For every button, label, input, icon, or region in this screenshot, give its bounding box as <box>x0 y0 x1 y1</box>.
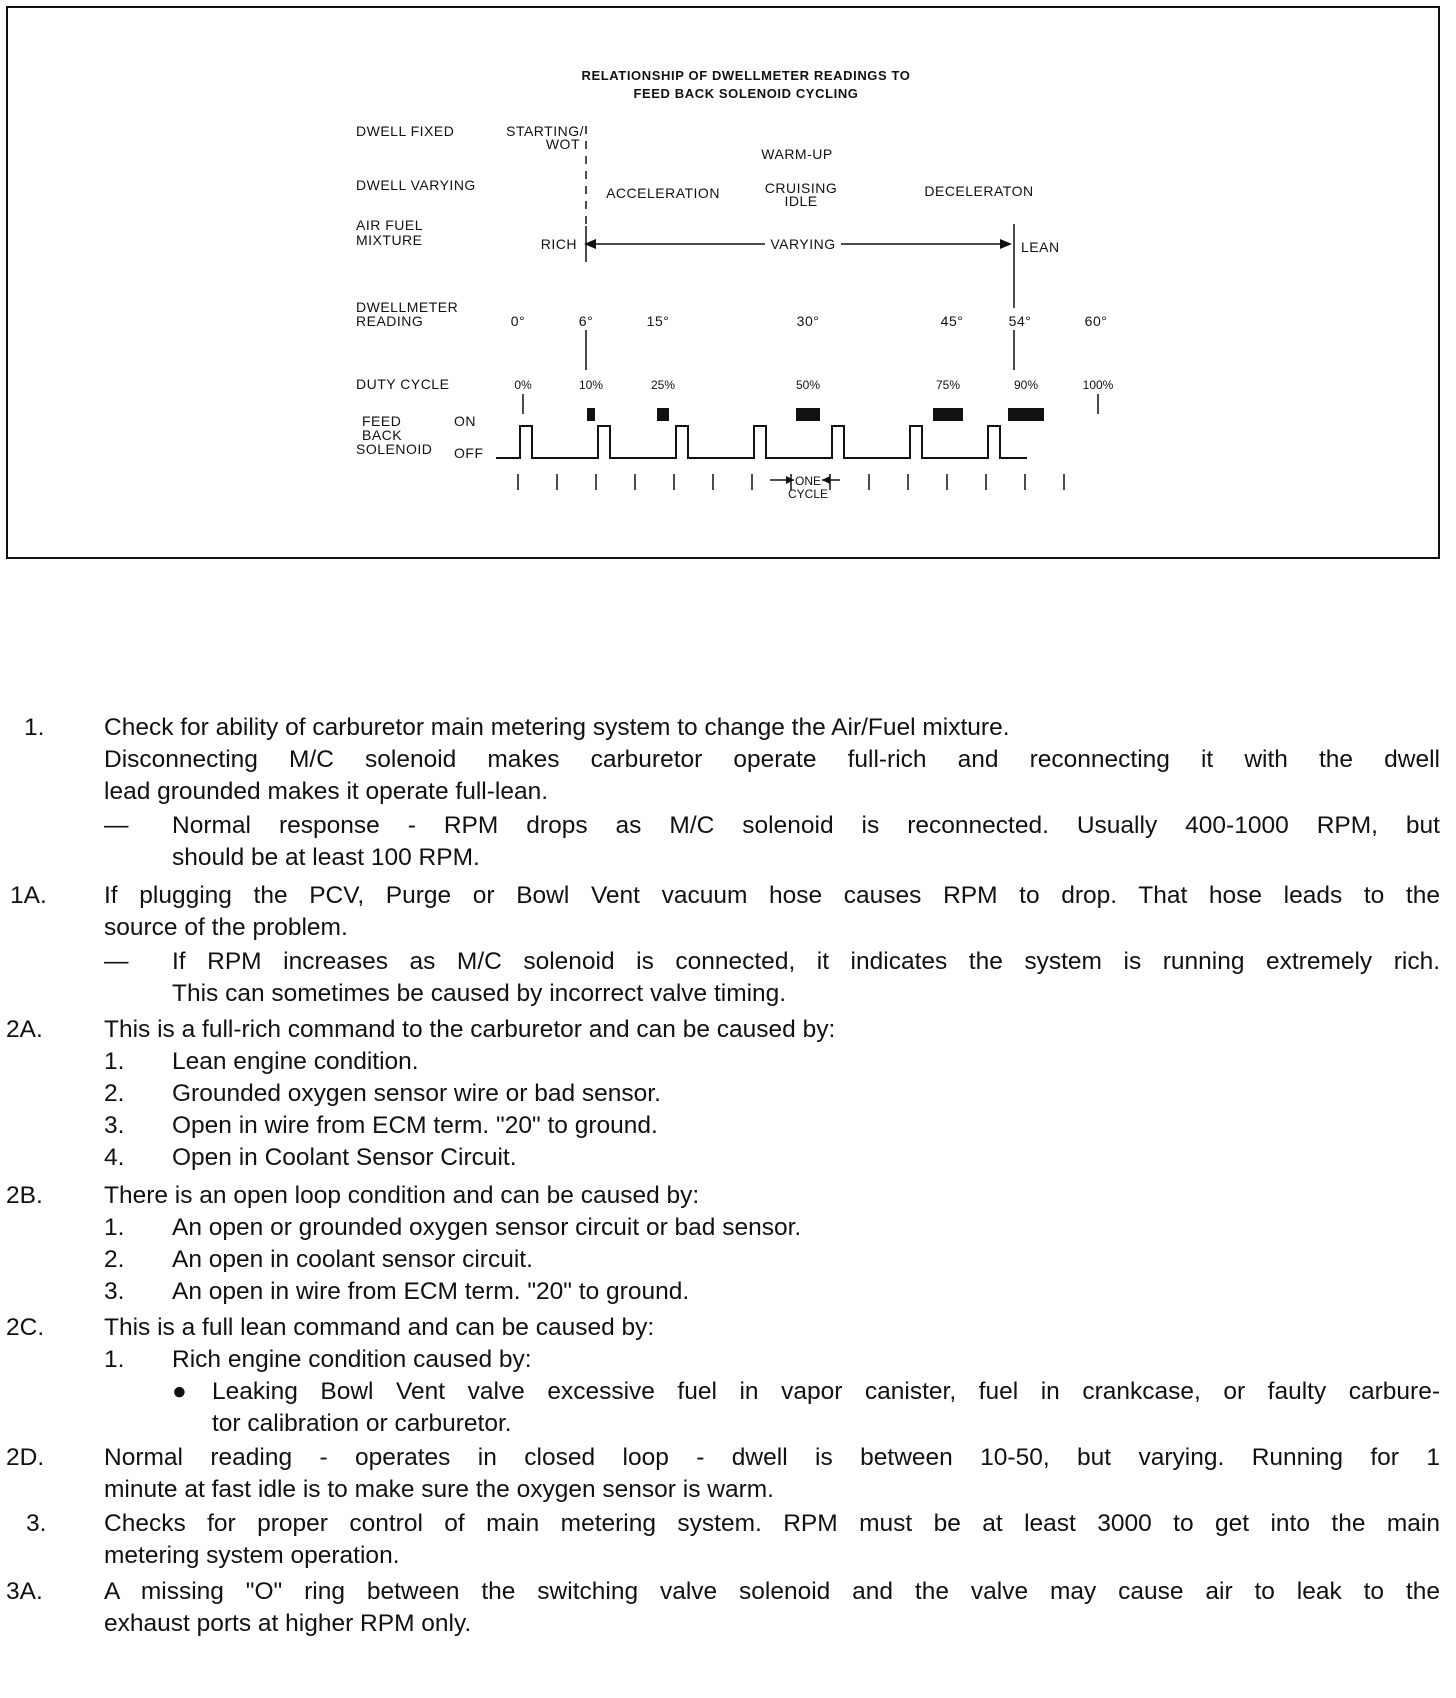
mode-idle: IDLE <box>784 193 818 209</box>
note-text: lead grounded makes it operate full-lean. <box>104 778 549 805</box>
mixture-rich: RICH <box>540 236 577 252</box>
waveform-trace <box>496 426 1027 458</box>
duty-cycle-value: 100% <box>1082 378 1114 392</box>
note-number: 1. <box>104 1346 125 1373</box>
note-text: If plugging the PCV, Purge or Bowl Vent vacuum hose causes RPM to drop. That hose leads to the <box>104 882 1440 909</box>
dwell-reading-value: 15° <box>646 313 670 329</box>
dwell-readings <box>511 313 1108 329</box>
note-text: tor calibration or carburetor. <box>212 1410 512 1437</box>
one-cycle-label-2: CYCLE <box>787 487 829 501</box>
duty-cycle-value: 25% <box>650 378 676 392</box>
note-text: An open in coolant sensor circuit. <box>172 1246 533 1273</box>
duty-marker <box>796 408 820 421</box>
one-cycle-label-1: ONE <box>794 474 822 488</box>
note-text: Normal response - RPM drops as M/C solenoid is reconnected. Usually 400-1000 RPM, but <box>172 812 1440 839</box>
label-solenoid: SOLENOID <box>356 441 433 457</box>
note-text: Checks for proper control of main metering system. RPM must be at least 3000 to get into the main <box>104 1510 1440 1537</box>
note-number: 1. <box>104 1214 125 1241</box>
note-number: 4. <box>104 1144 125 1171</box>
note-text: Disconnecting M/C solenoid makes carburetor operate full-rich and reconnecting it with the dwell <box>104 746 1440 773</box>
note-number: 2B. <box>6 1182 43 1209</box>
note-number: 3. <box>104 1112 125 1139</box>
note-text: Check for ability of carburetor main metering system to change the Air/Fuel mixture. <box>104 714 1010 741</box>
note-text: metering system operation. <box>104 1542 400 1569</box>
dwell-reading-value: 30° <box>796 313 820 329</box>
one-cycle-arrowhead-right <box>822 476 830 484</box>
mode-acceleration: ACCELERATION <box>606 185 720 201</box>
diagram-title-line1: RELATIONSHIP OF DWELLMETER READINGS TO <box>581 68 911 83</box>
mixture-varying: VARYING <box>770 236 836 252</box>
duty-cycle-value: 90% <box>1013 378 1039 392</box>
note-text: exhaust ports at higher RPM only. <box>104 1610 472 1637</box>
diagram-frame <box>6 6 1440 559</box>
mode-cruising: CRUISING <box>764 180 838 196</box>
note-number: — <box>104 812 129 839</box>
dwell-reading-value: 45° <box>940 313 964 329</box>
label-off: OFF <box>454 445 484 461</box>
label-back: BACK <box>362 427 403 443</box>
dwell-reading-value: 54° <box>1008 313 1032 329</box>
label-duty-cycle: DUTY CYCLE <box>356 376 450 392</box>
note-text: Rich engine condition caused by: <box>172 1346 532 1373</box>
one-cycle-arrowhead-left <box>786 476 794 484</box>
mode-warm-up: WARM-UP <box>761 146 833 162</box>
dwell-reading-value: 6° <box>578 313 594 329</box>
note-text: There is an open loop condition and can be caused by: <box>104 1182 700 1209</box>
dwell-reading-value: 0° <box>510 313 526 329</box>
note-text: Grounded oxygen sensor wire or bad sensor. <box>172 1080 661 1107</box>
note-number: 2. <box>104 1246 125 1273</box>
label-dwell-fixed: DWELL FIXED <box>356 123 455 139</box>
dwell-reading-value: 60° <box>1084 313 1108 329</box>
note-text: If RPM increases as M/C solenoid is connected, it indicates the system is running extremely rich. <box>172 948 1440 975</box>
arrowhead-right <box>1000 239 1012 249</box>
label-on: ON <box>454 413 476 429</box>
duty-marker <box>933 408 963 421</box>
note-number: 2A. <box>6 1016 43 1043</box>
note-text: An open in wire from ECM term. "20" to ground. <box>172 1278 690 1305</box>
note-number: 1. <box>104 1048 125 1075</box>
note-text: An open or grounded oxygen sensor circuit or bad sensor. <box>172 1214 802 1241</box>
label-dwellmeter: DWELLMETER <box>356 299 459 315</box>
note-number: 3. <box>26 1510 47 1537</box>
note-number: ● <box>172 1378 187 1405</box>
note-text: Open in Coolant Sensor Circuit. <box>172 1144 517 1171</box>
label-air-fuel: AIR FUEL <box>356 217 424 233</box>
label-feed: FEED <box>362 413 402 429</box>
duty-marker <box>657 408 669 421</box>
note-number: 2. <box>104 1080 125 1107</box>
mode-starting: STARTING/ <box>506 123 584 139</box>
diagram-title-line2: FEED BACK SOLENOID CYCLING <box>633 86 859 101</box>
note-number: 1A. <box>10 882 47 909</box>
mode-deceleration: DECELERATON <box>924 183 1034 199</box>
label-reading: READING <box>356 313 424 329</box>
label-mixture: MIXTURE <box>356 232 423 248</box>
mode-wot: WOT <box>545 136 580 152</box>
duty-cycle-value: 10% <box>578 378 604 392</box>
note-number: 3A. <box>6 1578 43 1605</box>
note-text: minute at fast idle is to make sure the oxygen sensor is warm. <box>104 1476 774 1503</box>
duty-marker <box>1008 408 1044 421</box>
note-text: source of the problem. <box>104 914 348 941</box>
dwellmeter-diagram <box>8 8 1442 561</box>
note-number: 1. <box>24 714 45 741</box>
note-text: This is a full lean command and can be caused by: <box>104 1314 655 1341</box>
duty-cycle-value: 0% <box>514 378 532 392</box>
note-text: Normal reading - operates in closed loop - dwell is between 10-50, but varying. Running for 1 <box>104 1444 1440 1471</box>
duty-cycle-value: 50% <box>795 378 821 392</box>
duty-cycles <box>514 378 1113 392</box>
note-text: Open in wire from ECM term. "20" to ground. <box>172 1112 658 1139</box>
duty-marker <box>587 408 595 421</box>
note-number: 3. <box>104 1278 125 1305</box>
label-dwell-varying: DWELL VARYING <box>356 177 476 193</box>
note-text: should be at least 100 RPM. <box>172 844 480 871</box>
note-text: This is a full-rich command to the carburetor and can be caused by: <box>104 1016 836 1043</box>
note-text: Lean engine condition. <box>172 1048 419 1075</box>
mixture-lean: LEAN <box>1021 239 1060 255</box>
note-text: A missing "O" ring between the switching valve solenoid and the valve may cause air to leak to the <box>104 1578 1440 1605</box>
note-text: Leaking Bowl Vent valve excessive fuel in vapor canister, fuel in crankcase, or faulty carbure- <box>212 1378 1440 1405</box>
note-number: — <box>104 948 129 975</box>
note-text: This can sometimes be caused by incorrect valve timing. <box>172 980 787 1007</box>
note-number: 2D. <box>6 1444 45 1471</box>
duty-cycle-value: 75% <box>935 378 961 392</box>
note-number: 2C. <box>6 1314 45 1341</box>
